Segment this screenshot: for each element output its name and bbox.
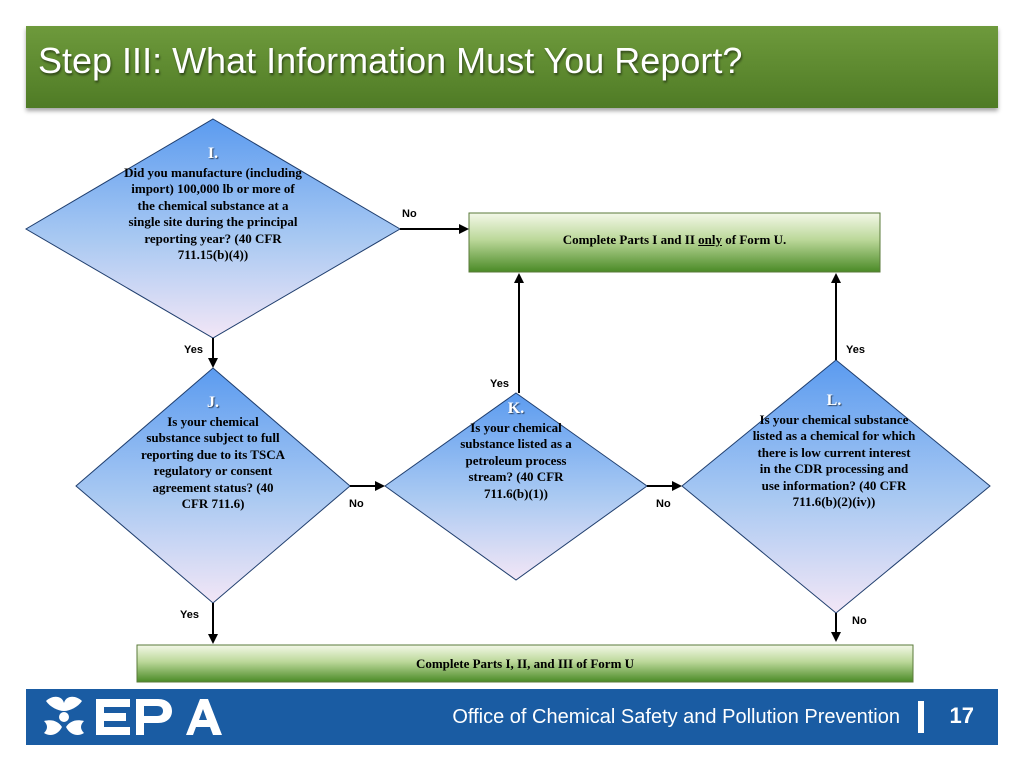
- node-l-id: L.: [826, 392, 842, 409]
- node-j-question: Is your chemical substance subject to full reporting due to its TSCA regulatory or consent agreement status? (40 CFR 711.6): [141, 413, 285, 511]
- node-i-id: I.: [207, 145, 219, 162]
- node-k-id: K.: [507, 400, 525, 417]
- edge-label-j-yes: Yes: [180, 609, 199, 621]
- edge-label-j-no: No: [349, 498, 364, 510]
- edge-label-k-no: No: [656, 498, 671, 510]
- outcome-parts-1-2-text: [469, 232, 880, 248]
- edge-label-l-yes: Yes: [846, 344, 865, 356]
- node-i-text: [123, 146, 303, 264]
- slide-title: Step III: What Information Must You Report?: [38, 40, 743, 81]
- node-j-text: [140, 395, 286, 513]
- edge-label-k-yes: Yes: [490, 378, 509, 390]
- footer-bar: [26, 689, 998, 745]
- node-k-question: Is your chemical substance listed as a petroleum process stream? (40 CFR 711.6(b)(1)): [460, 419, 572, 501]
- epa-logo: [38, 693, 238, 741]
- node-j-id: J.: [207, 394, 219, 411]
- outcome-parts-1-2-before: Complete Parts I and II: [562, 232, 699, 247]
- edge-label-i-no: No: [402, 208, 417, 220]
- page-number: 17: [949, 703, 974, 728]
- outcome-parts-all-text: Complete Parts I, II, and III of Form U: [415, 656, 635, 671]
- node-l-text: [752, 393, 916, 511]
- edge-label-l-no: No: [852, 615, 867, 627]
- node-l-question: Is your chemical substance listed as a chemical for which there is low current interest in the CDR processing and use information? (40 CFR 711.6(b)(2)(iv)): [752, 411, 916, 509]
- node-i-question: Did you manufacture (including import) 100,000 lb or more of the chemical substance at a single site during the principal reporting year? (40 CFR 711.15(b)(4)): [124, 164, 302, 262]
- outcome-parts-1-2-after: of Form U.: [722, 232, 787, 247]
- footer-org-text: Office of Chemical Safety and Pollution Prevention: [452, 706, 900, 728]
- edge-label-i-yes: Yes: [184, 344, 203, 356]
- node-k-text: [448, 401, 584, 502]
- outcome-parts-1-2-emphasis: only: [698, 232, 722, 247]
- footer-separator: [918, 701, 924, 733]
